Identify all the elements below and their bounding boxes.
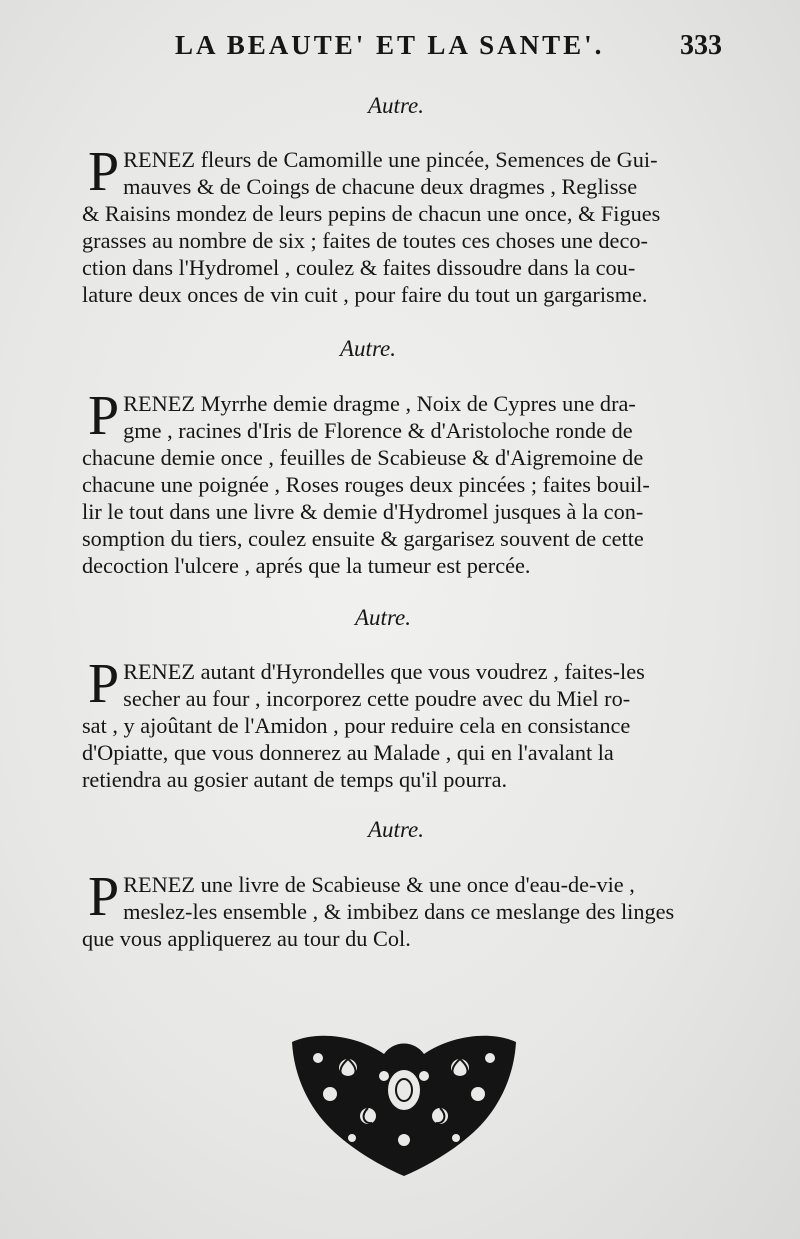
- section-heading: Autre.: [355, 605, 411, 630]
- text-line: ction dans l'Hydromel , coulez & faites dissoudre dans la cou-: [82, 255, 636, 280]
- text-line: lir le tout dans une livre & demie d'Hydromel jusques à la con-: [82, 499, 644, 524]
- text-line: RENEZ Myrrhe demie dragme , Noix de Cypres une dra-: [123, 391, 636, 416]
- section-heading: Autre.: [368, 93, 424, 118]
- running-head: LA BEAUTE' ET LA SANTE'.: [175, 30, 605, 60]
- text-line: que vous appliquerez au tour du Col.: [82, 926, 411, 951]
- text-line: grasses au nombre de six ; faites de toutes ces choses une deco-: [82, 228, 648, 253]
- drop-cap: P: [88, 866, 120, 928]
- text-line: somption du tiers, coulez ensuite & gargarisez souvent de cette: [82, 526, 644, 551]
- text-line: retiendra au gosier autant de temps qu'il pourra.: [82, 767, 508, 792]
- page-number: 333: [680, 30, 722, 61]
- text-line: lature deux onces de vin cuit , pour faire du tout un gargarisme.: [82, 282, 648, 307]
- text-line: chacune demie once , feuilles de Scabieuse & d'Aigremoine de: [82, 445, 644, 470]
- text-line: secher au four , incorporez cette poudre avec du Miel ro-: [123, 686, 631, 711]
- floral-tailpiece-icon: [288, 1028, 520, 1178]
- text-line: d'Opiatte, que vous donnerez au Malade , qui en l'avalant la: [82, 740, 614, 765]
- text-line: RENEZ une livre de Scabieuse & une once d'eau-de-vie ,: [123, 872, 635, 897]
- recipe-paragraph: [82, 866, 722, 952]
- text-line: meslez-les ensemble , & imbibez dans ce meslange des linges: [123, 899, 675, 924]
- section-heading: Autre.: [340, 336, 396, 361]
- text-line: decoction l'ulcere , aprés que la tumeur est percée.: [82, 553, 531, 578]
- text-line: chacune une poignée , Roses rouges deux pincées ; faites bouil-: [82, 472, 650, 497]
- recipe-paragraph: [82, 141, 722, 308]
- recipe-paragraph: [82, 385, 722, 579]
- drop-cap: P: [88, 653, 120, 715]
- text-line: RENEZ fleurs de Camomille une pincée, Semences de Gui-: [123, 147, 658, 172]
- text-line: sat , y ajoûtant de l'Amidon , pour reduire cela en consistance: [82, 713, 631, 738]
- drop-cap: P: [88, 141, 120, 203]
- text-line: mauves & de Coings de chacune deux dragmes , Reglisse: [123, 174, 638, 199]
- recipe-paragraph: [82, 653, 722, 793]
- drop-cap: P: [88, 385, 120, 447]
- text-line: & Raisins mondez de leurs pepins de chacun une once, & Figues: [82, 201, 661, 226]
- section-heading: Autre.: [368, 817, 424, 842]
- text-line: RENEZ autant d'Hyrondelles que vous voudrez , faites-les: [123, 659, 645, 684]
- text-line: gme , racines d'Iris de Florence & d'Aristoloche ronde de: [123, 418, 633, 443]
